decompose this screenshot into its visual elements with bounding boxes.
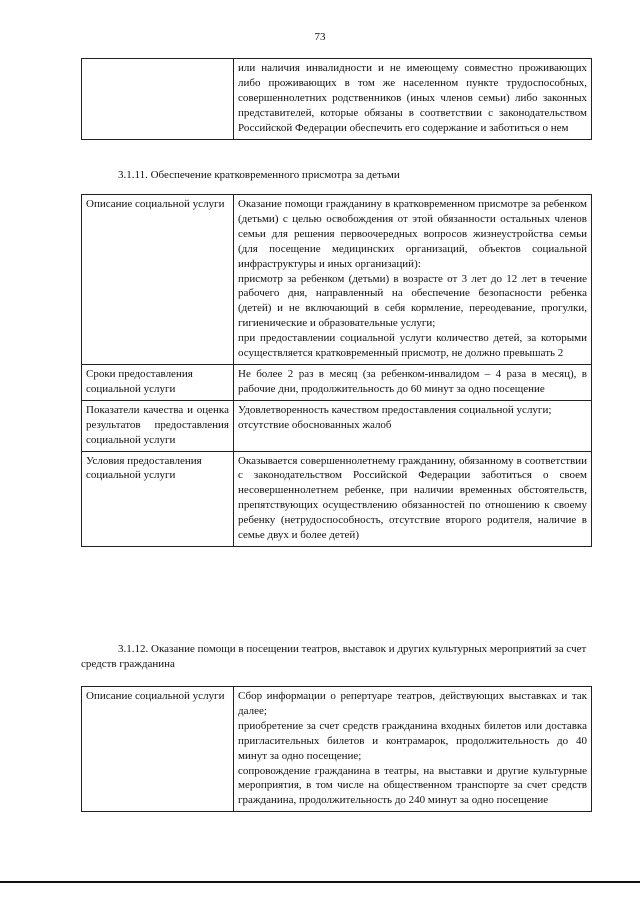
label-cell: Показатели качества и оценка результатов предоставления социальной услуги: [82, 400, 234, 451]
section-heading-3-1-12: 3.1.12. Оказание помощи в посещении театров, выставок и других культурных мероприятий за счет средств гражданина: [81, 643, 587, 670]
table-row: [82, 687, 592, 812]
service-table-3-1-12: [81, 686, 592, 812]
table-row: [82, 195, 592, 365]
content-cell: [234, 687, 592, 812]
page-bottom-rule: [0, 881, 640, 883]
content-cell: [234, 451, 592, 546]
paragraph: Удовлетворенность качеством предоставления социальной услуги;: [238, 403, 552, 416]
paragraph: Сбор информации о репертуаре театров, действующих выставках и так далее;: [238, 690, 587, 717]
paragraph: Оказывается совершеннолетнему гражданину, обязанному в соответствии с законодательством Российской Федерации заботиться о своем несовершеннолетнем ребенке, при наличии временных обстоятельств, препятствующих осуществлению обязанностей по отношению к своему ребенку (нетрудоспособность, отсутствие второго родителя, наличие в семье двух и более детей): [238, 454, 587, 542]
table-row: [82, 364, 592, 400]
content-cell: [234, 400, 592, 451]
label-cell: Условия предоставления социальной услуги: [82, 451, 234, 546]
label-cell: Описание социальной услуги: [82, 687, 234, 812]
paragraph: приобретение за счет средств гражданина входных билетов или доставка пригласительных билетов и контрамарок, продолжительность до 40 минут за одно посещение;: [238, 719, 587, 762]
table-row: [82, 451, 592, 546]
content-cell: [234, 364, 592, 400]
paragraph: при предоставлении социальной услуги количество детей, за которыми осуществляется кратковременный присмотр, не должно превышать 2: [238, 332, 587, 360]
paragraph: отсутствие обоснованных жалоб: [238, 418, 392, 431]
paragraph: присмотр за ребенком (детьми) в возрасте от 3 лет до 12 лет в течение рабочего дня, направленный на обеспечение безопасности ребенка (детей) и не включающий в себя кормление, переодевание, прогулки, гигиенические и образовательные услуги;: [238, 272, 587, 330]
continuation-table: [81, 58, 592, 140]
content-cell: [234, 195, 592, 365]
section-heading-3-1-11: 3.1.11. Обеспечение кратковременного присмотра за детьми: [118, 169, 400, 181]
paragraph: Не более 2 раз в месяц (за ребенком-инвалидом – 4 раза в месяц), в рабочие дни, продолжительность до 60 минут за одно посещение: [238, 367, 587, 395]
page-number: 73: [314, 31, 326, 43]
table-row: [82, 400, 592, 451]
label-cell: [82, 59, 234, 140]
label-cell: Сроки предоставления социальной услуги: [82, 364, 234, 400]
content-cell: или наличия инвалидности и не имеющему совместно проживающих либо проживающих в том же населенном пункте трудоспособных, совершеннолетних родственников (иных членов семьи) либо законных представителей, которые обязаны в соответствии с законодательством Российской Федерации обеспечить его содержание и заботиться о нем: [234, 59, 592, 140]
label-cell: Описание социальной услуги: [82, 195, 234, 365]
paragraph: Оказание помощи гражданину в кратковременном присмотре за ребенком (детьми) с целью освобождения от этой обязанности остальных членов семьи для решения первоочередных вопросов жизнеустройства семьи (для посещение медицинских организаций, объектов социальной инфраструктуры и иных организаций):: [238, 198, 587, 270]
paragraph: сопровождение гражданина в театры, на выставки и другие культурные мероприятия, в том числе на общественном транспорте за счет средств гражданина, продолжительность до 240 минут за одно посещение: [238, 764, 587, 807]
service-table-3-1-11: [81, 194, 592, 547]
table-row: [82, 59, 592, 140]
